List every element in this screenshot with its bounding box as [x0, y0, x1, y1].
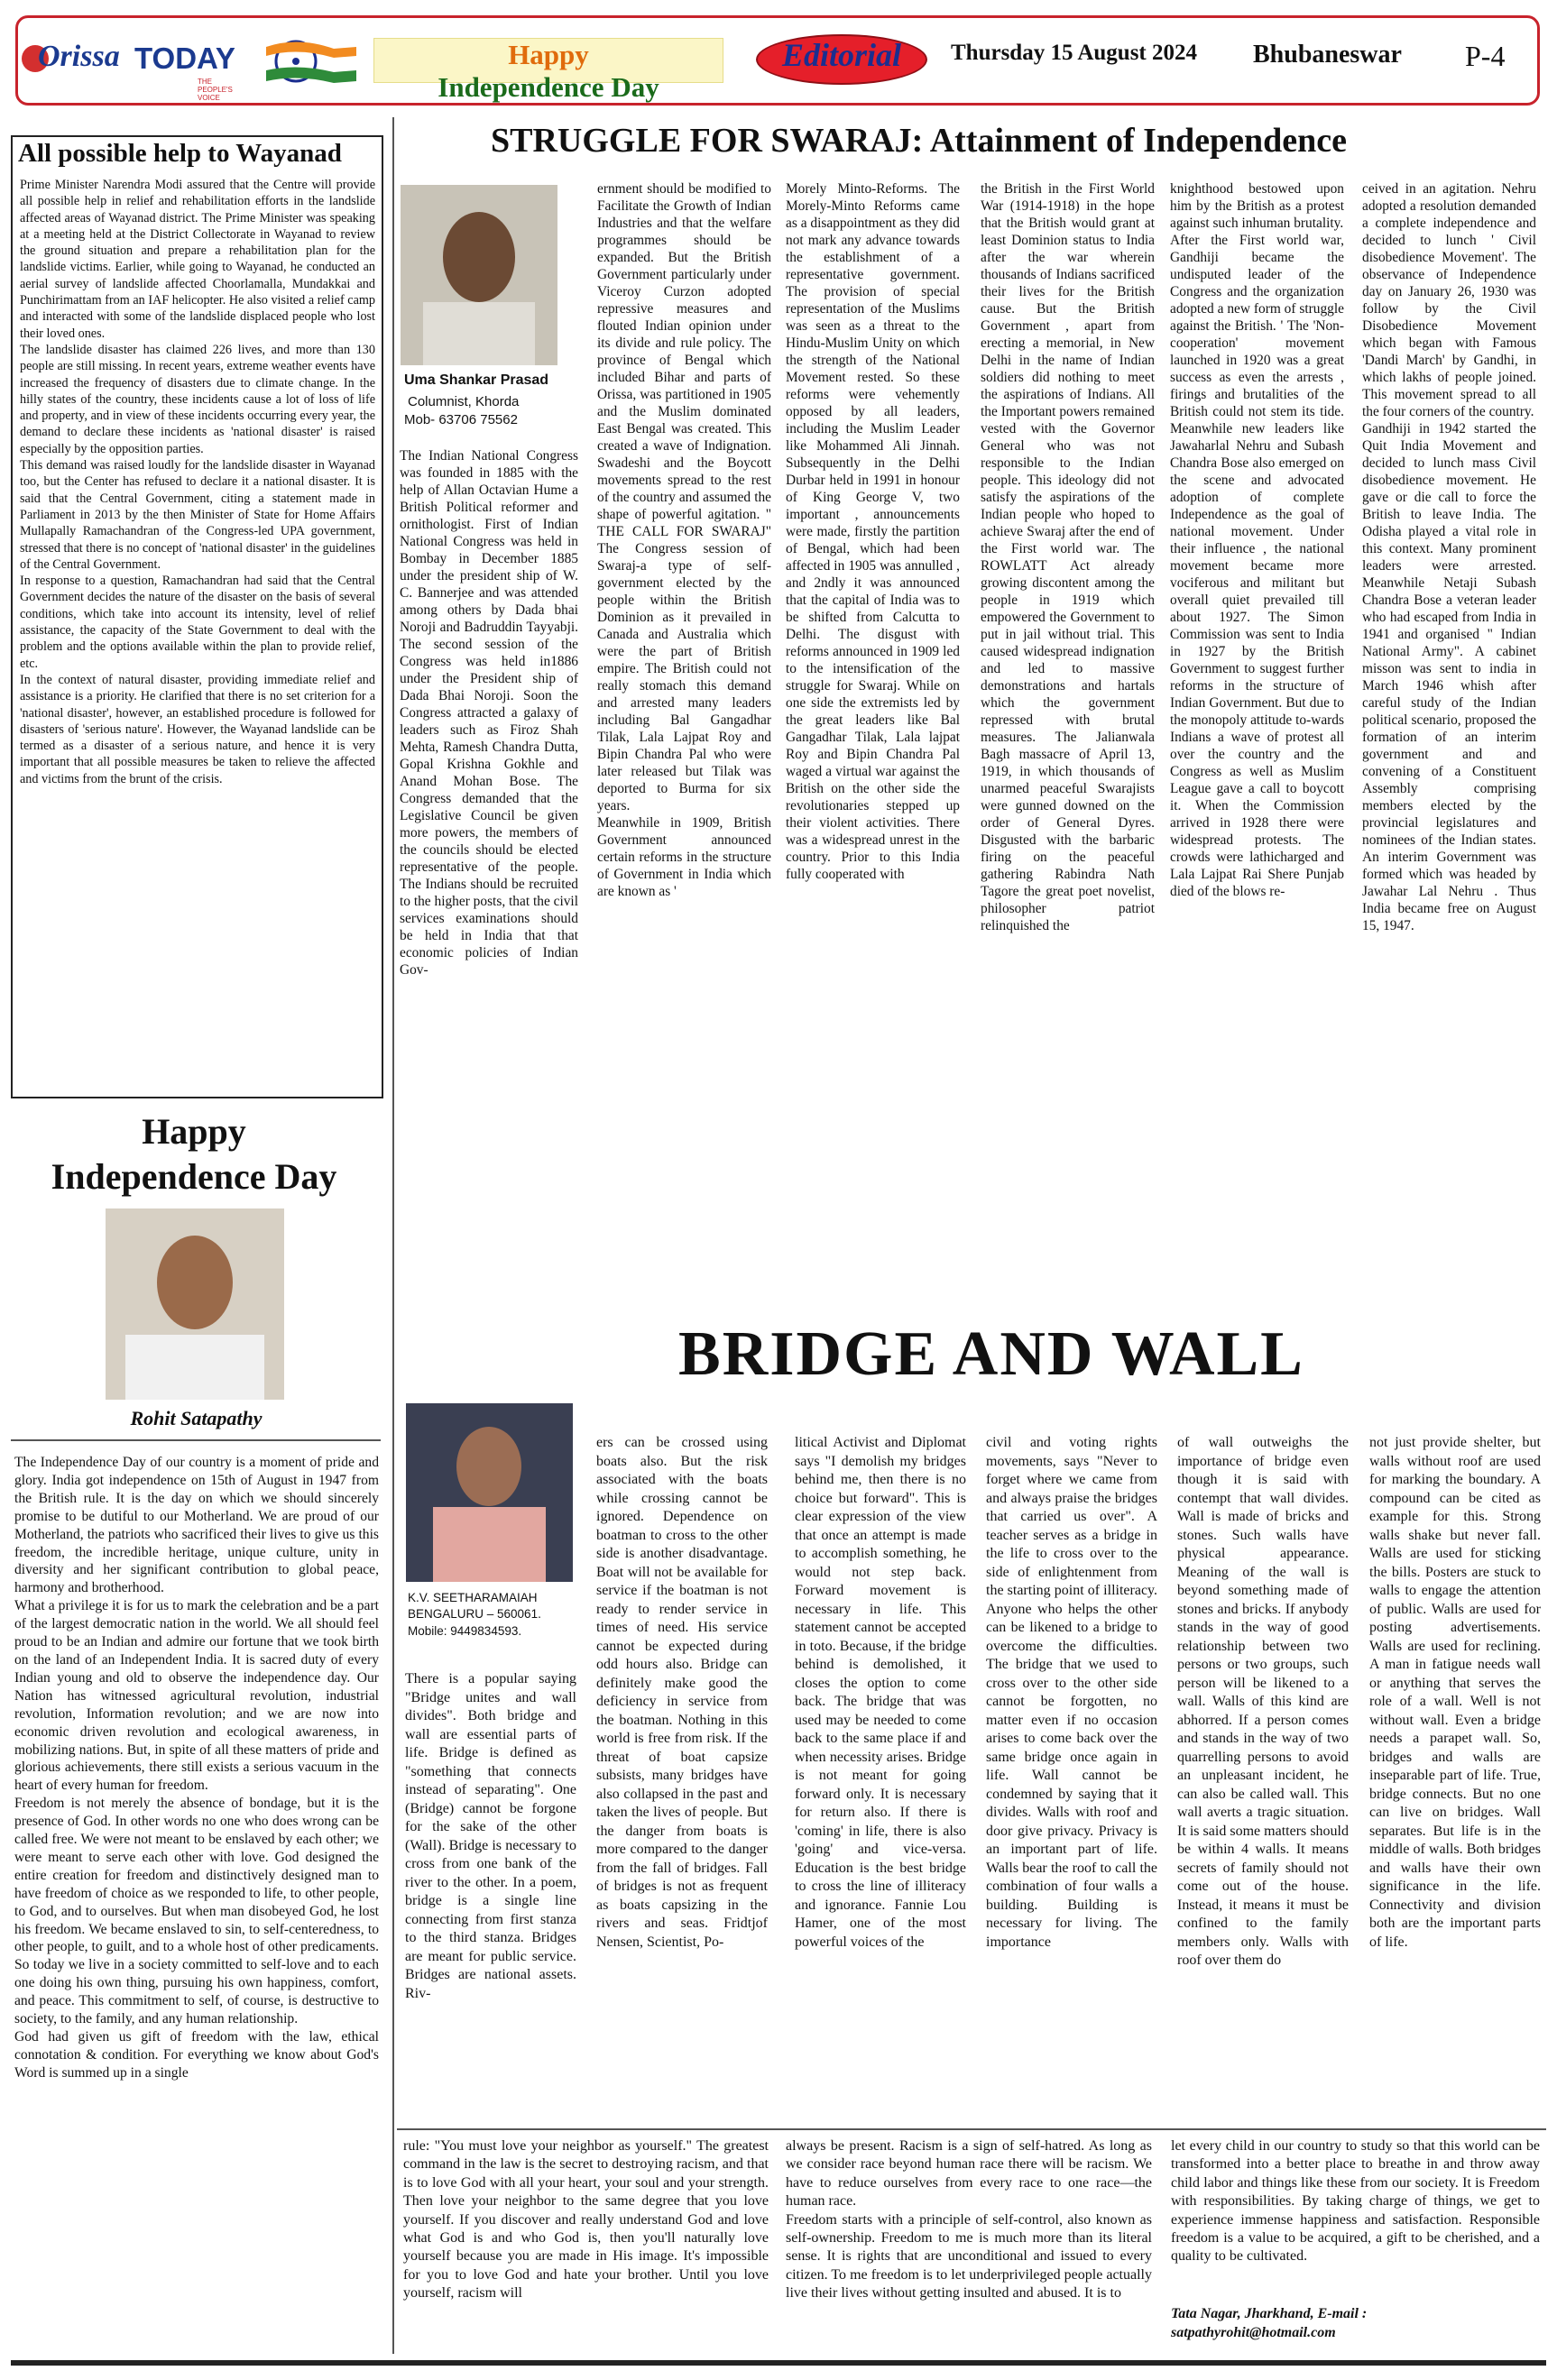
wayanad-title: All possible help to Wayanad — [18, 139, 342, 168]
swaraj-title: STRUGGLE FOR SWARAJ: Attainment of Independence — [491, 122, 1348, 160]
bridge-col-5: of wall outweighs the importance of bridge even though it is said with contempt that wall divides. Wall is made of bricks and stones. Such walls have physical appearance. Meaning of the wall is beyond something made of stones and bricks. If anybody stands in the way of good relationship between two persons or two groups, such person will be likened to a wall. Walls of this kind are abhorred. If a person comes and stands in the way of two quarrelling persons to avoid an unpleasant incident, he can also be called wall. This wall averts a tragic situation. It is said some matters should be within 4 walls. It means secrets of family should not come out of the house. Instead, it means it must be confined to the family members only. Walls with roof over them do — [1177, 1435, 1349, 1968]
indian-flag-icon — [262, 36, 361, 90]
bridge-author-name: K.V. SEETHARAMAIAH — [408, 1591, 538, 1604]
issue-city: Bhubaneswar — [1253, 41, 1402, 69]
editorial-badge — [756, 34, 927, 85]
happy-email: satpathyrohit@hotmail.com — [1171, 2325, 1336, 2340]
happy-cont-3: let every child in our country to study so that this world can be transformed into a better place to breathe in and throw away child labor and things like these from our society. It is Freedom with responsibilities. By taking charge of things, we get to experience immense happiness and satisfaction. Responsible freedom is a value to be acquired, a gift to be cherished, and a quality to be cultivated. — [1171, 2138, 1540, 2265]
logo-main: Orissa — [38, 40, 120, 73]
issue-date: Thursday 15 August 2024 — [951, 41, 1197, 65]
swaraj-col-6: ceived in an agitation. Nehru adopted a resolution demanded a complete independence and decided to lunch ' Civil disobedience Movement'. The observance of Independence day on January 26, 1930 was follow by the Civil Disobedience Movement which began with Famous 'Dandi March' by Gandhi, in which lakhs of people joined. This movement spread to all the four corners of the country. Gandhiji in 1942 started the Quit India Movement and decided to lunch mass Civil disobedience movement. He gave or die call to force the British to leave India. The Odisha played a vital role in this context. Many prominent leaders were arrested. Meanwhile Netaji Subash Chandra Bose a veteran leader who had escaped from India in 1941 and organised " Indian National Army". A cabinet misson was sent to india in March 1946 whish after careful study of the Indian political scenario, proposed the formation of an interim government and and convening of a Constituent Assembly comprising members elected by the provincial legislatures and nominees of the Indian states. An interim Government was formed which was headed by Jawahar Lal Nehru . Thus India became free on August 15, 1947. — [1362, 181, 1536, 933]
happy-body: The Independence Day of our country is a moment of pride and glory. India got independence on 15th of August in 1947 from the British rule. It is the day on which we should sincerely promise to be dutiful to our Motherland. We are proud of our Motherland, the patriots who sacrificed their lives to give us this freedom, the incredible heritage, unique culture, unity in diversity and her significant contribution to global peace, harmony and brotherhood. What a privilege it is for us to mark the celebration and be a part of the largest democratic nation in the world. We all should feel proud to be an Indian and admire our fortune that we took birth on the land of an Independent India. It is sacred duty of every Indian young and old to observe the independence day. Our Nation has witnessed agricultural revolution, industrial revolution, Information revolution; and we are now into economic driven revolution and ecological awareness, in mobilizing nations. But, in spite of all these matters of pride and glorious achievements, there still exists a serious vacuum in the heart of every human for freedom. Freedom is not merely the absence of bondage, but it is the presence of God. In other words no one who does wrong can be called free. We were not meant to be enslaved by each other; we were meant to serve each other with love. God designed the entire creation for freedom and distinctively designed man to have freedom of choice as we responded to life, to other people, to God, and to ourselves. But when man disobeyed God, he lost his freedom. We became enslaved to sin, to self-centeredness, to other people, to guilt, and to a whole host of other predicaments. So today we live in a society committed to self-love and to each one doing his own thing, pursuing his own happiness, comfort, and peace. This commitment to self, of course, is destructive to society, to the family, and any human relationship. God had given us gift of freedom with the law, ethical connotation & condition. For everything we know about God's Word is summed up in a single — [14, 1455, 379, 2081]
section-divider — [11, 1439, 381, 1441]
happy-signoff: Tata Nagar, Jharkhand, E-mail : — [1171, 2306, 1368, 2321]
happy-title — [9, 1109, 379, 1199]
column-divider — [392, 117, 394, 1299]
swaraj-col-1: The Indian National Congress was founded in 1885 with the help of Allan Octavian Hume a British Political reformer and ornithologist. First of Indian National Congress was held in Bombay in December 1885 under the president ship of W. C. Bannerjee and was attended among others by Dada bhai Noroji and Badruddin Tayyabji. The second session of the Congress was held in1886 under the President ship of Dada Bhai Noroji. Soon the Congress attracted a galaxy of leaders such as Firoz Shah Mehta, Ramesh Chandra Dutta, Gopal Krishna Gokhle and Anand Mohan Bose. The Congress demanded that the Legislative Council be given more powers, the members of the councils should be elected representative of the people. The Indians should be recruited to the higher posts, that the civil services examinations should be held in India that that economic policies of Indian Gov- — [400, 448, 578, 978]
author-photo-uma-shankar — [401, 185, 557, 365]
happy-title-line1: Happy — [142, 1111, 246, 1152]
bridge-author-mob: Mobile: 9449834593. — [408, 1624, 522, 1638]
column-divider — [392, 1299, 394, 2354]
bridge-col-3: litical Activist and Diplomat says "I demolish my bridges behind me, then there is no choice but forward". This is clear expression of the view that once an attempt is made to accomplish something, he would not step back. Forward movement is necessary in life. This statement cannot be accepted in toto. Because, if the bridge behind is demolished, it closes the option to come back. The bridge that was used may be needed to come back to the same place if and when necessity arises. Bridge is not meant for going forward only. It is necessary for return also. If there is 'coming' in life, there is also 'going' and vice-versa. Education is the best bridge to cross the line of illiteracy and ignorance. Fannie Lou Hamer, one of the most powerful voices of the — [795, 1435, 966, 1950]
happy-title-line2: Independence Day — [51, 1156, 337, 1197]
swaraj-col-5: knighthood bestowed upon him by the British as a protest against such inhuman brutality. After the First world war, Gandhiji became the undisputed leader of the Congress and the organization adopted a new form of struggle against the British. ' The 'Non-cooperation' movement launched in 1920 was a great success as even the arrests , firings and brutalities of the British could not stem its tide. Meanwhile new leaders like Jawaharlal Nehru and Subash Chandra Bose also emerged on the scene and advocated adoption of complete Independence as the goal of national movement. Under their influence , the national movement became more vociferous and militant but overall quiet prevailed till about 1927. The Simon Commission was sent to India in 1927 by the British Government to suggest further reforms in the structure of Indian Government. But due to the monopoly attitude to-wards Indians a wave of protest all over the country and the Congress as well as Muslim League gave a call to boycott it. When the Commission arrived in 1928 there were widespread protests. The crowds were lathicharged and Lala Lajpat Rai Shere Punjab died of the blows re- — [1170, 181, 1344, 899]
author-photo-seetharamaiah — [406, 1403, 573, 1582]
page-bottom-rule — [11, 2360, 1546, 2366]
bridge-col-1: There is a popular saying "Bridge unites and wall divides". Both bridge and wall are essential parts of life. Bridge is defined as "something that connects instead of separating". One (Bridge) cannot be forgone for the sake of the other (Wall). Bridge is necessary to cross from one bank of the river to the other. In a poem, bridge is a single line connecting from first stanza to the third stanza. Bridges are meant for public service. Bridges are national assets. Riv- — [405, 1671, 576, 2001]
author-photo-rohit — [106, 1208, 284, 1400]
page-number: P-4 — [1465, 40, 1506, 72]
bridge-author-city: BENGALURU – 560061. — [408, 1607, 541, 1621]
swaraj-col-4: the British in the First World War (1914-1918) in the hope that the British would grant at least Dominion status to India after the war wherein thousands of Indians sacrificed their lives for the British cause. But the British Government , apart from erecting a memorial, in New Delhi in the name of Indian soldiers did nothing to meet the aspirations of Indians. All the Important powers remained vested with the Governor General who was not responsible to the Indian people. This ideology did not satisfy the aspirations of the Indian people who hoped to achieve Swaraj after the end of the First world war. The ROWLATT Act already growing discontent among the people in 1919 which empowered the Government to put in jail without trial. This caused widespread indignation and led to massive demonstrations and hartals which the government repressed with brutal measures. The Jalianwala Bagh massacre of April 13, 1919, in which thousands of unarmed peaceful Swarajists were gunned downed on the order of General Dyres. Disgusted with the barbaric firing on the peaceful gathering Rabindra Nath Tagore the great poet novelist, philosopher patriot relinquished the — [981, 181, 1155, 933]
banner-happy: Happy — [508, 39, 589, 70]
bridge-col-2: ers can be crossed using boats also. But the risk associated with the boats while crossing cannot be ignored. Dependence on boatman to cross to the other side is another disadvantage. Boat will not be available for service if the boatman is not ready to render service in times of need. His service cannot be expected during odd hours also. Bridge can definitely make good the deficiency in service from the boatman. Nothing in this world is free from risk. If the threat of boat capsize subsists, many bridges have also collapsed in the past and taken the lives of people. But the danger from boats is more compared to the danger from the fall of bridges. Fall of bridges is not as frequent as boats capsizing in the rivers and seas. Fridtjof Nensen, Scientist, Po- — [596, 1435, 768, 1950]
swaraj-col-2: ernment should be modified to Facilitate the Growth of Indian Industries and that the welfare programmes should be expanded. But the British Government particularly under Viceroy Curzon adopted repressive measures and flouted Indian opinion under its divide and rule policy. The province of Bengal which included Bihar and parts of Orissa, was partitioned in 1905 and the Muslim dominated East Bengal was created. This created a wave of Indignation. Swadeshi and the Boycott movements spread to the rest of the country and assumed the shape of powerful agitation. " THE CALL FOR SWARAJ" The Congress session of Swaraj-a type of self-government elected by the people within the British Dominion as it prevailed in Canada and Australia which were the part of British empire. The British could not really stomach this demand and arrested many leaders including Bal Gangadhar Tilak, Lala Lajpat Roy and Bipin Chandra Pal who were later released but Tilak was deported to Burma for six years. Meanwhile in 1909, British Government announced certain reforms in the structure of Government in India which are known as ' — [597, 181, 771, 899]
section-label: Editorial — [781, 37, 902, 73]
happy-cont-2: always be present. Racism is a sign of self-hatred. As long as we consider race beyond human race there will be racism. We have to reduce ourselves from every race to one race—the human race. Freedom starts with a principle of self-control, also known as self-ownership. Freedom to me is much more than its literal sense. It is rights that are unconditional and issued to every citizen. To me freedom is to let underprivileged people actually live their lives without getting insulted and abused. It is to — [786, 2138, 1152, 2302]
banner-rest: Independence Day — [438, 71, 659, 103]
orissa-today-logo — [22, 32, 247, 102]
logo-bold: TODAY — [134, 41, 235, 75]
logo-tagline: THE PEOPLE'S VOICE — [198, 78, 233, 102]
happy-author: Rohit Satapathy — [130, 1407, 263, 1429]
happy-independence-banner — [373, 38, 723, 103]
swaraj-author-name: Uma Shankar Prasad — [404, 372, 549, 388]
wayanad-body: Prime Minister Narendra Modi assured that the Centre will provide all possible help in relief and rehabilitation efforts in the landslide affected areas of Wayanad district. The Prime Minister was speaking at a meeting held at the District Collectorate in Wayanad to review the ground situation and prepare a rehabilitation plan for the landslide victims. Earlier, while going to Wayanad, he conducted an aerial survey of landslide affected Choorlamalla, Mundakkai and Punchirimattam from an IAF helicopter. He also visited a relief camp and interacted with some of the landslide displaced people who lost their loved ones. The landslide disaster has claimed 226 lives, and more than 130 people are still missing. In recent years, extreme weather events have increased the frequency of disasters due to climate change. In the hilly states of the country, these incidents cause a lot of loss of life and property, and in view of these incidents occurring every year, the demand to declare these incidents as 'national disaster' is raised especially by the opposition parties. This demand was raised loudly for the landslide disaster in Wayanad too, but the Center has refused to declare it a national disaster. It is said that the Central Government, citing a statement made in Parliament in 2013 by the then Minister of State for Home Affairs Mullapally Ramachandran of the Congress-led UPA government, stressed that there is no concept of 'national disaster' in the guidelines of the Central Government. In response to a question, Ramachandran had said that the Central Government decides the nature of the disaster on the basis of several conditions, which take into account its intensity, level of relief assistance, the capacity of the State Government to deal with the problem and the options available within the plan to provide relief, etc. In the context of natural disaster, providing immediate relief and assistance is a priority. He clarified that there is no set criterion for a 'national disaster', however, an established procedure is followed for disasters of 'serious nature'. However, the Wayanad landslide can be termed as a disaster of a serious nature, and hence it is very important that all possible measures be taken to relieve the affected and victims from the brunt of the crisis. — [20, 178, 375, 786]
swaraj-col-3: Morely Minto-Reforms. The Morely-Minto Reforms came as a disappointment as they did not mark any advance towards the establishment of a representative government. The provision of special representation of the Muslims was seen as a threat to the Hindu-Muslim Unity on which the strength of the National Movement rested. So these reforms were vehemently opposed by all leaders, including the Muslim Leader like Mohammed Ali Jinnah. Subsequently in the Delhi Durbar held in 1991 in honour of King George V, two important , announcements were made, firstly the partition of Bengal, which had been affected in 1905 was annulled , and 2ndly it was announced that the capital of India was to be shifted from Calcutta to Delhi. The disgust with reforms announced in 1909 led to the intensification of the struggle for Swaraj. While on one side the extremists led by the great leaders like Bal Gangadhar Tilak, Lala lajpat Roy and Bipin Chandra Pal waged a virtual war against the British on the other side the revolutionaries stepped up their violent activities. There was a widespread unrest in the country. Prior to this India fully cooperated with — [786, 181, 960, 882]
happy-cont-1: rule: "You must love your neighbor as yourself." The greatest command in the law is the secret to destroying racism, and that is to love God with all your heart, your soul and your strength. Then love your neighbor to the same degree that you love yourself. If you discover and really understand God and love what God is and who God is, then you'll naturally love yourself because you are made in His image. It's impossible for you to love God and hate your brother. Until you love yourself, racism will — [403, 2138, 769, 2302]
bridge-title: BRIDGE AND WALL — [678, 1319, 1304, 1389]
swaraj-author-mob: Mob- 63706 75562 — [404, 412, 518, 427]
bridge-col-4: civil and voting rights movements, says "Never to forget where we came from and always praise the bridges that carried us over". A teacher serves as a bridge in the life to cross over to the side of enlightenment from the starting point of illiteracy. Anyone who helps the other can be likened to a bridge to overcome the difficulties. The bridge that we used to cross over to the other side cannot be forgotten, no matter even if no occasion arises to come back over the same bridge once again in life. Wall cannot be condemned by saying that it divides. Walls with roof and door give privacy. Privacy is an important part of life. Walls bear the roof to call the combination of four walls a building. Building is necessary for living. The importance — [986, 1435, 1157, 1950]
section-divider — [397, 2128, 1546, 2130]
bridge-col-6: not just provide shelter, but walls without roof are used for marking the boundary. A compound can be cited as example for this. Strong walls shake but never fall. Walls are used for sticking the bills. Posters are stuck to walls to engage the attention of public. Walls are used for posting advertisements. Walls are used for reclining. A man in fatigue needs wall or anything that serves the role of a wall. Well is not without wall. Even a bridge needs a parapet wall. So, bridges and walls are inseparable part of life. True, bridge connects. But no one can live on bridges. Wall separates. But life is in the middle of walls. Both bridges and walls have their own significance in the life. Connectivity and division both are the important parts of life. — [1369, 1435, 1541, 1950]
swaraj-author-role: Columnist, Khorda — [408, 394, 520, 409]
